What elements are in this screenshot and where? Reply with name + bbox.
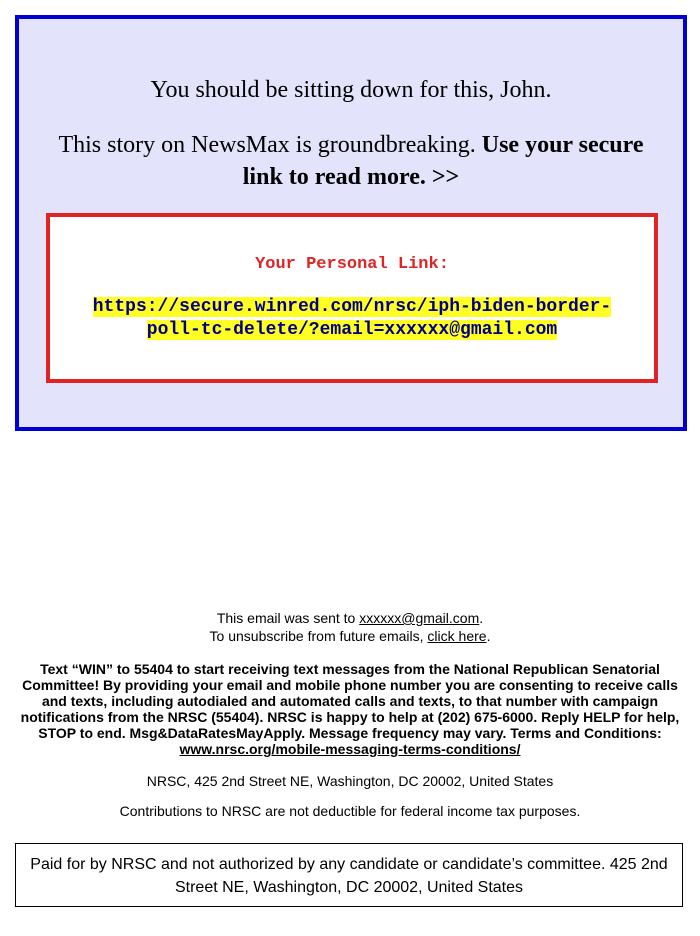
- unsubscribe-suffix: .: [486, 628, 491, 644]
- story-text: This story on NewsMax is groundbreaking.: [58, 132, 476, 158]
- personal-link-box: [46, 213, 658, 383]
- unsubscribe-line: [15, 627, 685, 645]
- contributions-note: Contributions to NRSC are not deductible for federal income tax purposes.: [119, 803, 581, 819]
- story-text-block: [49, 129, 653, 193]
- footer-sent-info: [15, 609, 685, 645]
- unsubscribe-link[interactable]: click here: [427, 628, 487, 644]
- personal-link-label: Your Personal Link:: [255, 255, 449, 274]
- hero-panel: [15, 15, 687, 431]
- sent-to-prefix: This email was sent to: [216, 610, 360, 626]
- personal-link-wrap: [70, 296, 634, 342]
- unsubscribe-prefix: To unsubscribe from future emails,: [209, 628, 428, 644]
- sms-terms-link[interactable]: www.nrsc.org/mobile-messaging-terms-conditions/: [179, 741, 521, 757]
- sms-text: Text “WIN” to 55404 to start receiving text messages from the National Republican Senatorial Committee! By providing your email and mobile phone number you are consenting to receive calls and texts, including autodialed and automated calls and texts, to that number with campaign notifications from the NRSC (55404). NRSC is happy to help at (202) 675-6000. Reply HELP for help, STOP to end. Msg&DataRatesMayApply. Message frequency may vary. Terms and Conditions:: [20, 661, 680, 741]
- personal-link-url[interactable]: https://secure.winred.com/nrsc/iph-biden-border-poll-tc-delete/?email=xxxxxx@gmail.com: [92, 297, 612, 340]
- sent-to-email-link[interactable]: xxxxxx@gmail.com: [359, 610, 480, 626]
- sent-to-line: [15, 609, 685, 627]
- greeting-text: You should be sitting down for this, John.: [150, 77, 552, 103]
- footer-address: NRSC, 425 2nd Street NE, Washington, DC 20002, United States: [146, 773, 554, 789]
- story-cta[interactable]: Use your secure link to read more. >>: [242, 132, 644, 190]
- paid-for-disclaimer: Paid for by NRSC and not authorized by any candidate or candidate’s committee. 425 2nd Street NE, Washington, DC 20002, United States: [15, 843, 683, 907]
- sent-to-suffix: .: [479, 610, 484, 626]
- sms-disclaimer: [15, 661, 685, 757]
